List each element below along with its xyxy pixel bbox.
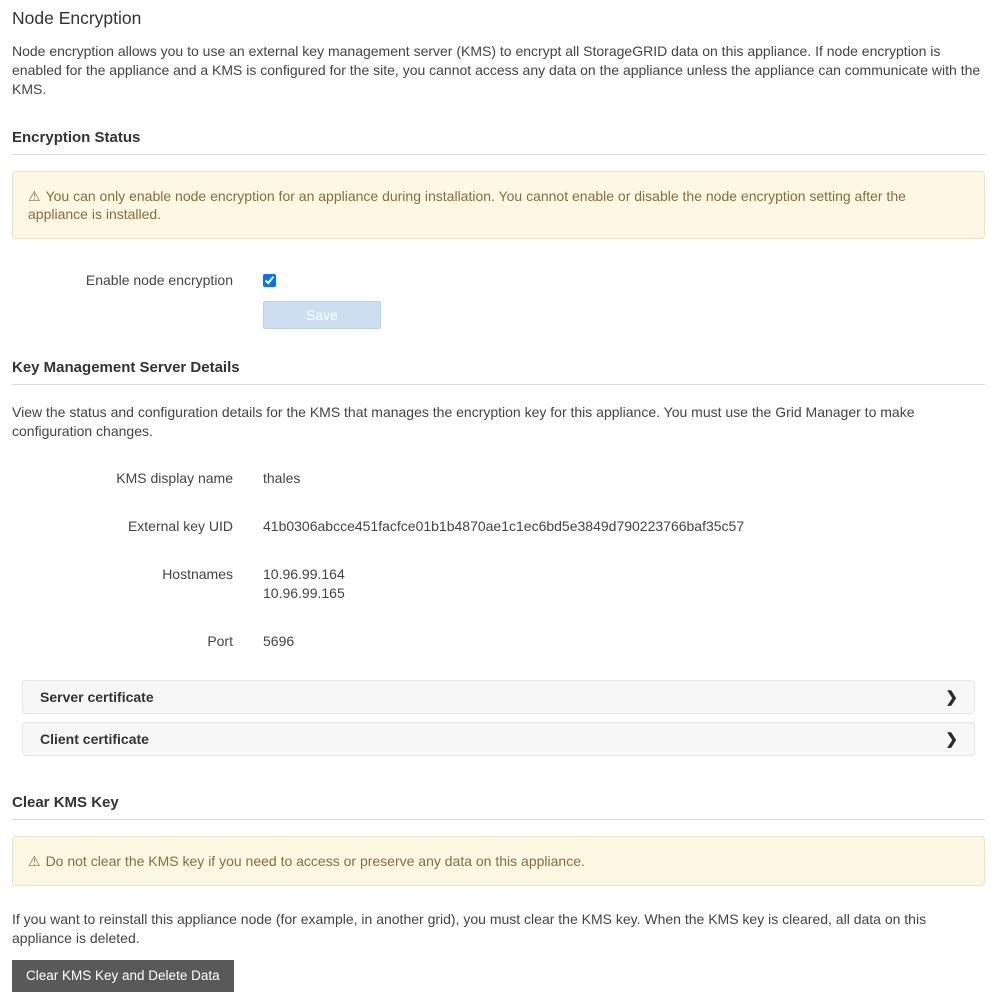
install-warning-banner <box>12 171 985 239</box>
warning-triangle-icon: ⚠ <box>28 188 41 204</box>
kms-details-list <box>12 469 985 651</box>
hostname-2: 10.96.99.165 <box>263 585 345 601</box>
section-heading-encryption-status: Encryption Status <box>12 129 985 155</box>
enable-node-encryption-label: Enable node encryption <box>85 272 233 288</box>
intro-text: Node encryption allows you to use an external key management server (KMS) to encrypt all StorageGRID data on this appliance. If node encryption is enabled for the appliance and a KMS is configured for the site, you cannot access any data on the appliance unless the appliance can communicate with the KMS. <box>12 43 981 97</box>
client-certificate-accordion[interactable] <box>22 722 975 756</box>
enable-node-encryption-row <box>12 272 985 288</box>
port-value: 5696 <box>263 633 295 649</box>
kms-display-name-row <box>12 469 985 488</box>
server-certificate-label: Server certificate <box>40 689 154 705</box>
external-key-uid-label: External key UID <box>127 518 233 534</box>
save-row <box>12 301 985 329</box>
section-heading-kms-details: Key Management Server Details <box>12 359 985 385</box>
clear-kms-description: If you want to reinstall this appliance node (for example, in another grid), you must clear the KMS key. When the KMS key is cleared, all data on this appliance is deleted. <box>12 911 927 946</box>
hostnames-label: Hostnames <box>162 566 233 582</box>
enable-node-encryption-checkbox[interactable] <box>263 274 276 287</box>
page-title: Node Encryption <box>12 8 142 28</box>
certificate-accordions <box>12 680 985 756</box>
hostnames-value <box>263 565 345 603</box>
kms-display-name-label: KMS display name <box>116 470 233 486</box>
port-label: Port <box>207 633 233 649</box>
save-button[interactable]: Save <box>263 301 381 329</box>
kms-display-name-value: thales <box>263 470 301 486</box>
warning-triangle-icon: ⚠ <box>28 853 41 869</box>
hostname-1: 10.96.99.164 <box>263 566 345 582</box>
client-certificate-label: Client certificate <box>40 731 149 747</box>
kms-details-description: View the status and configuration details for the KMS that manages the encryption key for this appliance. You must use the Grid Manager to make configuration changes. <box>12 404 915 439</box>
server-certificate-accordion[interactable] <box>22 680 975 714</box>
port-row <box>12 632 985 651</box>
section-heading-clear-kms-key: Clear KMS Key <box>12 794 985 820</box>
chevron-right-icon: ❯ <box>945 731 958 748</box>
clear-kms-warning-text: Do not clear the KMS key if you need to access or preserve any data on this appliance. <box>45 853 585 869</box>
install-warning-text: You can only enable node encryption for an appliance during installation. You cannot enable or disable the node encryption setting after the appliance is installed. <box>28 188 906 222</box>
external-key-uid-row <box>12 517 985 536</box>
hostnames-row <box>12 565 985 603</box>
clear-kms-warning-banner <box>12 836 985 886</box>
clear-kms-key-button[interactable]: Clear KMS Key and Delete Data <box>12 960 234 992</box>
external-key-uid-value: 41b0306abcce451facfce01b1b4870ae1c1ec6bd5e3849d790223766baf35c57 <box>263 518 745 534</box>
chevron-right-icon: ❯ <box>945 689 958 706</box>
